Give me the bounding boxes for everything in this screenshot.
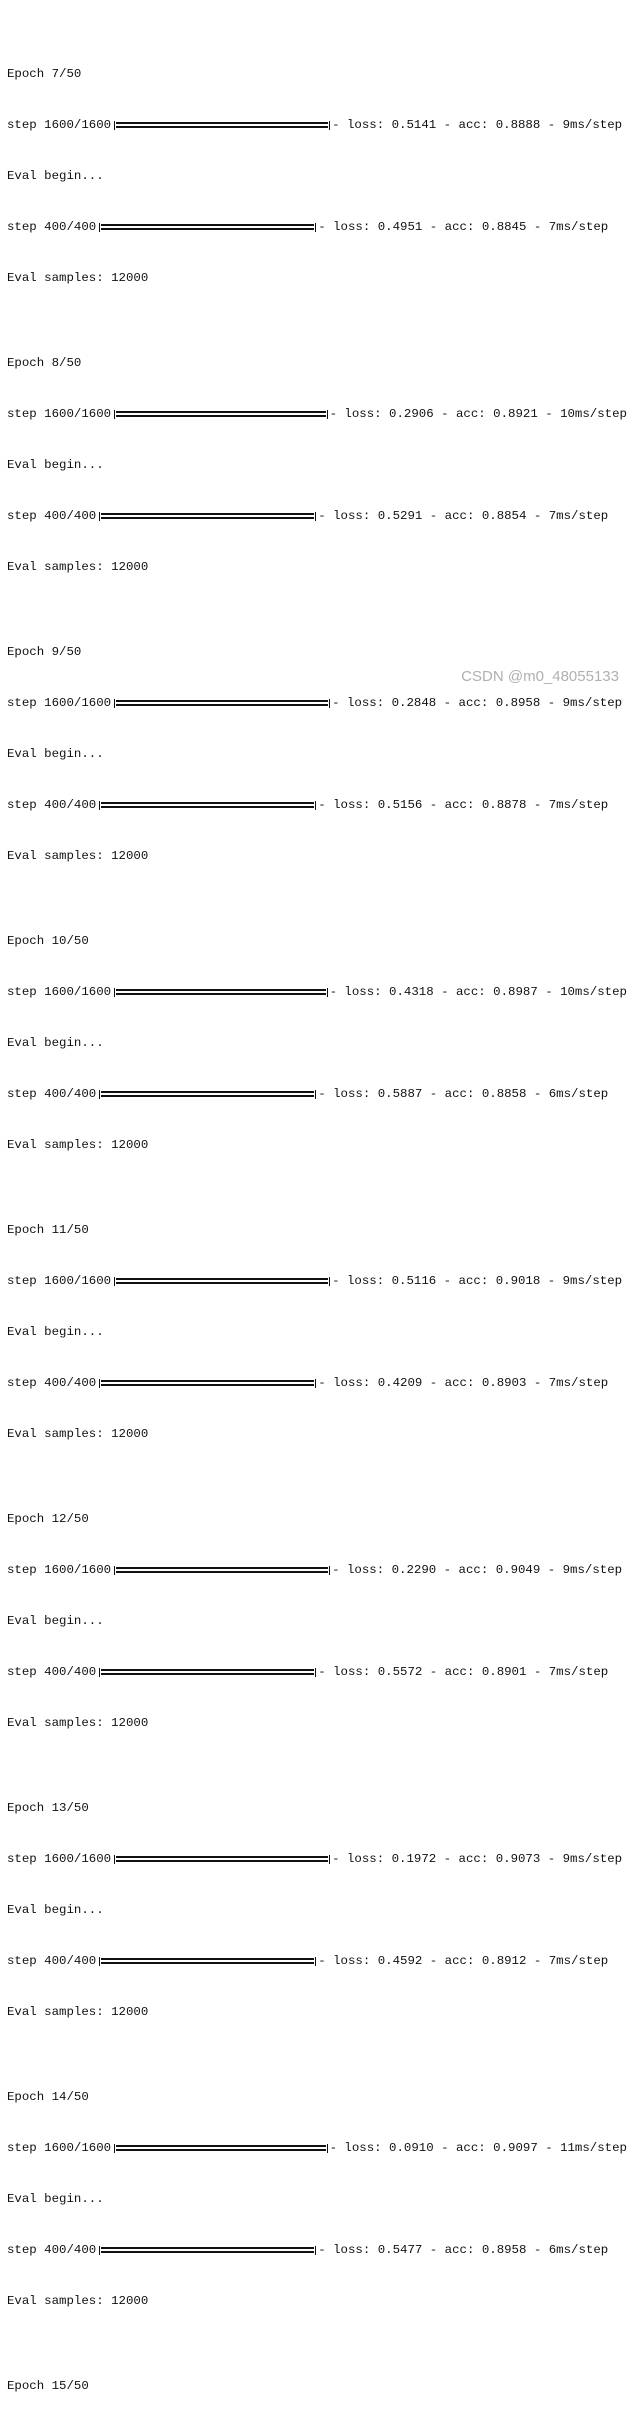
csdn-watermark: CSDN @m0_48055133 <box>461 668 619 685</box>
progress-bar <box>99 512 316 521</box>
progress-bar <box>114 121 330 130</box>
eval-begin-line: Eval begin... <box>7 1903 104 1917</box>
step-counter: step 1600/1600 <box>7 696 112 710</box>
progress-bar <box>99 2246 316 2255</box>
eval-step-line <box>7 508 627 525</box>
epoch-header: Epoch 13/50 <box>7 1801 89 1815</box>
eval-step-line <box>7 797 627 814</box>
epoch-header: Epoch 15/50 <box>7 2379 89 2393</box>
progress-bar <box>114 2144 327 2153</box>
eval-step-line <box>7 1953 627 1970</box>
eval-step-line <box>7 1375 627 1392</box>
step-stats: - loss: 0.4951 - acc: 0.8845 - 7ms/step <box>318 220 609 234</box>
progress-bar <box>99 1668 316 1677</box>
train-step-line <box>7 2140 627 2157</box>
progress-bar <box>99 1090 316 1099</box>
step-stats: - loss: 0.5477 - acc: 0.8958 - 6ms/step <box>318 2243 609 2257</box>
training-log-console <box>7 0 627 2412</box>
eval-step-line <box>7 219 627 236</box>
progress-bar <box>114 988 327 997</box>
step-stats: - loss: 0.4592 - acc: 0.8912 - 7ms/step <box>318 1954 609 1968</box>
progress-bar <box>99 1379 316 1388</box>
step-stats: - loss: 0.1972 - acc: 0.9073 - 9ms/step <box>332 1852 623 1866</box>
step-counter: step 400/400 <box>7 2243 97 2257</box>
step-counter: step 1600/1600 <box>7 2141 112 2155</box>
eval-samples-line: Eval samples: 12000 <box>7 1716 149 1730</box>
step-counter: step 400/400 <box>7 1376 97 1390</box>
eval-samples-line: Eval samples: 12000 <box>7 560 149 574</box>
eval-samples-line: Eval samples: 12000 <box>7 2294 149 2308</box>
step-counter: step 1600/1600 <box>7 407 112 421</box>
progress-bar <box>114 1277 330 1286</box>
progress-bar <box>114 1566 330 1575</box>
epoch-header: Epoch 12/50 <box>7 1512 89 1526</box>
epoch-header: Epoch 8/50 <box>7 356 82 370</box>
eval-begin-line: Eval begin... <box>7 1325 104 1339</box>
step-counter: step 400/400 <box>7 1665 97 1679</box>
step-counter: step 400/400 <box>7 1954 97 1968</box>
step-counter: step 400/400 <box>7 509 97 523</box>
epoch-header: Epoch 9/50 <box>7 645 82 659</box>
eval-begin-line: Eval begin... <box>7 1614 104 1628</box>
step-counter: step 1600/1600 <box>7 1274 112 1288</box>
step-stats: - loss: 0.5887 - acc: 0.8858 - 6ms/step <box>318 1087 609 1101</box>
train-step-line <box>7 406 627 423</box>
eval-step-line <box>7 1086 627 1103</box>
eval-begin-line: Eval begin... <box>7 458 104 472</box>
eval-samples-line: Eval samples: 12000 <box>7 271 149 285</box>
step-stats: - loss: 0.0910 - acc: 0.9097 - 11ms/step <box>329 2141 627 2155</box>
progress-bar <box>99 223 316 232</box>
eval-samples-line: Eval samples: 12000 <box>7 2005 149 2019</box>
step-stats: - loss: 0.4209 - acc: 0.8903 - 7ms/step <box>318 1376 609 1390</box>
eval-samples-line: Eval samples: 12000 <box>7 849 149 863</box>
eval-begin-line: Eval begin... <box>7 747 104 761</box>
eval-step-line <box>7 2242 627 2259</box>
eval-begin-line: Eval begin... <box>7 1036 104 1050</box>
step-stats: - loss: 0.2290 - acc: 0.9049 - 9ms/step <box>332 1563 623 1577</box>
train-step-line <box>7 695 627 712</box>
step-counter: step 400/400 <box>7 1087 97 1101</box>
step-counter: step 400/400 <box>7 220 97 234</box>
step-stats: - loss: 0.5116 - acc: 0.9018 - 9ms/step <box>332 1274 623 1288</box>
progress-bar <box>99 1957 316 1966</box>
eval-begin-line: Eval begin... <box>7 169 104 183</box>
step-counter: step 1600/1600 <box>7 118 112 132</box>
step-counter: step 1600/1600 <box>7 1563 112 1577</box>
progress-bar <box>99 801 316 810</box>
eval-step-line <box>7 1664 627 1681</box>
eval-begin-line: Eval begin... <box>7 2192 104 2206</box>
step-stats: - loss: 0.2848 - acc: 0.8958 - 9ms/step <box>332 696 623 710</box>
epoch-header: Epoch 14/50 <box>7 2090 89 2104</box>
train-step-line <box>7 1562 627 1579</box>
step-counter: step 1600/1600 <box>7 1852 112 1866</box>
step-stats: - loss: 0.5572 - acc: 0.8901 - 7ms/step <box>318 1665 609 1679</box>
step-stats: - loss: 0.5156 - acc: 0.8878 - 7ms/step <box>318 798 609 812</box>
train-step-line <box>7 1851 627 1868</box>
epoch-header: Epoch 7/50 <box>7 67 82 81</box>
progress-bar <box>114 1855 330 1864</box>
train-step-line <box>7 1273 627 1290</box>
train-step-line <box>7 984 627 1001</box>
epoch-header: Epoch 11/50 <box>7 1223 89 1237</box>
epoch-header: Epoch 10/50 <box>7 934 89 948</box>
progress-bar <box>114 699 330 708</box>
step-counter: step 400/400 <box>7 798 97 812</box>
eval-samples-line: Eval samples: 12000 <box>7 1138 149 1152</box>
step-stats: - loss: 0.5141 - acc: 0.8888 - 9ms/step <box>332 118 623 132</box>
step-stats: - loss: 0.4318 - acc: 0.8987 - 10ms/step <box>329 985 627 999</box>
train-step-line <box>7 117 627 134</box>
eval-samples-line: Eval samples: 12000 <box>7 1427 149 1441</box>
progress-bar <box>114 410 327 419</box>
step-stats: - loss: 0.5291 - acc: 0.8854 - 7ms/step <box>318 509 609 523</box>
step-counter: step 1600/1600 <box>7 985 112 999</box>
step-stats: - loss: 0.2906 - acc: 0.8921 - 10ms/step <box>329 407 627 421</box>
